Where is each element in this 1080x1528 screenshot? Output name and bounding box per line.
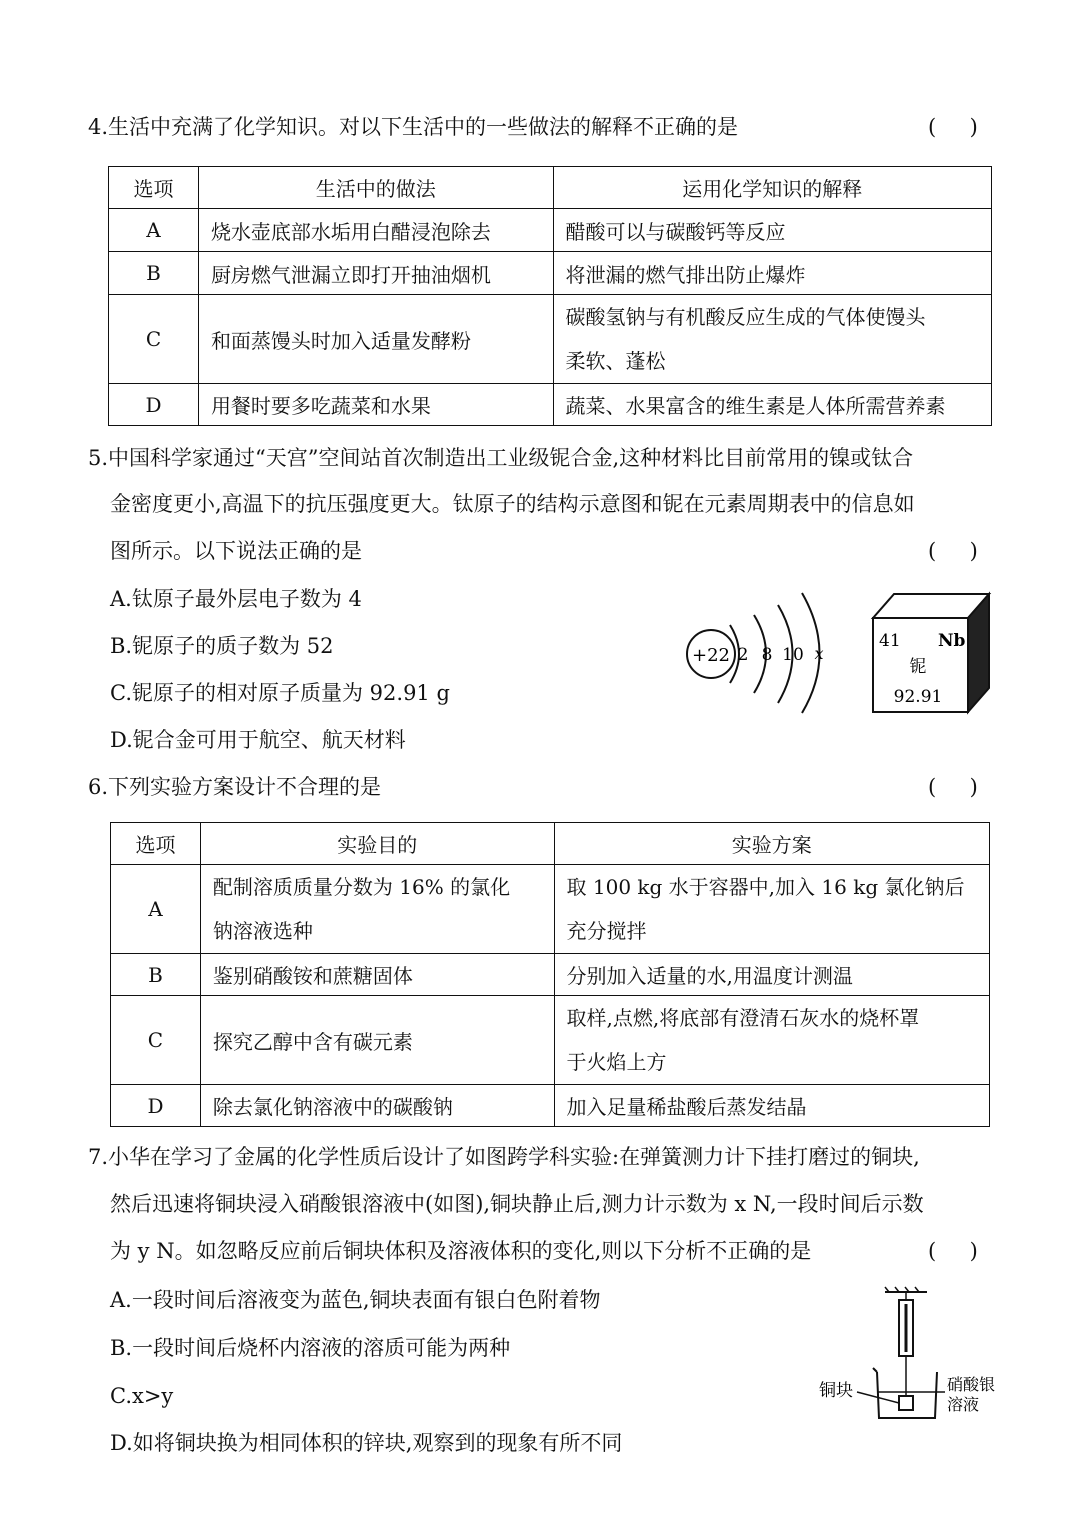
q4-header-option: 选项 (109, 167, 199, 209)
copper-block-label: 铜块 (819, 1381, 853, 1401)
q6-row-c-option: C (111, 996, 201, 1085)
q5-option-c: C.铌原子的相对原子质量为 92.91 g (110, 681, 450, 705)
q6-answer-parens: ( ) (928, 775, 978, 799)
q4-row-c-explanation (553, 295, 992, 384)
q6-row-c-plan (554, 996, 989, 1085)
q6-row-c-purpose: 探究乙醇中含有碳元素 (200, 996, 554, 1085)
solution-label-line1: 硝酸银 (947, 1375, 996, 1394)
q4-table (108, 166, 992, 426)
q4-row-a-practice: 烧水壶底部水垢用白醋浸泡除去 (198, 209, 553, 252)
q4-header-practice: 生活中的做法 (198, 167, 553, 209)
spring-scale-beaker-diagram (815, 1284, 1005, 1424)
q6-row-a-plan (554, 865, 989, 954)
q4-row-b-practice: 厨房燃气泄漏立即打开抽油烟机 (198, 252, 553, 295)
q5-answer-parens: ( ) (928, 539, 978, 563)
q5-option-a: A.钛原子最外层电子数为 4 (110, 587, 362, 611)
shell-2-electrons: 8 (761, 645, 773, 665)
q7-answer-parens: ( ) (928, 1239, 978, 1263)
q6-stem: 6.下列实验方案设计不合理的是 (88, 775, 382, 799)
q4-row-c-explanation-line1: 碳酸氢钠与有机酸反应生成的气体使馒头 (565, 305, 926, 329)
q6-header-option: 选项 (111, 823, 201, 865)
nucleus-charge: +22 (692, 645, 730, 666)
q4-stem: 4.生活中充满了化学知识。对以下生活中的一些做法的解释不正确的是 (88, 115, 739, 139)
table-row (109, 295, 992, 384)
q7-stem-line1: 7.小华在学习了金属的化学性质后设计了如图跨学科实验:在弹簧测力计下挂打磨过的铜块, (88, 1145, 920, 1169)
q4-row-b-explanation: 将泄漏的燃气排出防止爆炸 (553, 252, 992, 295)
q6-row-a-plan-line1: 取 100 kg 水于容器中,加入 16 kg 氯化钠后 (566, 875, 965, 899)
titanium-atom-diagram (680, 585, 840, 715)
table-row (111, 954, 990, 996)
q6-header-plan: 实验方案 (554, 823, 989, 865)
q7-option-b: B.一段时间后烧杯内溶液的溶质可能为两种 (110, 1336, 511, 1360)
element-name: 铌 (909, 657, 927, 677)
q5-stem-line2: 金密度更小,高温下的抗压强度更大。钛原子的结构示意图和铌在元素周期表中的信息如 (110, 492, 915, 516)
q6-row-d-option: D (111, 1085, 201, 1127)
q6-row-d-plan: 加入足量稀盐酸后蒸发结晶 (554, 1085, 989, 1127)
q4-row-d-option: D (109, 384, 199, 426)
q4-row-c-explanation-line2: 柔软、蓬松 (565, 349, 666, 373)
q7-stem-line2: 然后迅速将铜块浸入硝酸银溶液中(如图),铜块静止后,测力计示数为 x N,一段时间后示数 (110, 1192, 924, 1216)
q7-option-c: C.x>y (110, 1384, 174, 1408)
q6-header-purpose: 实验目的 (200, 823, 554, 865)
q5-option-b: B.铌原子的质子数为 52 (110, 634, 334, 658)
table-row (109, 384, 992, 426)
q6-row-d-purpose: 除去氯化钠溶液中的碳酸钠 (200, 1085, 554, 1127)
table-row (111, 865, 990, 954)
copper-block (899, 1396, 913, 1410)
q6-row-a-purpose-line2: 钠溶液选种 (212, 919, 313, 943)
q4-answer-parens: ( ) (928, 115, 978, 139)
q5-stem-line3: 图所示。以下说法正确的是 (110, 539, 362, 563)
q6-row-a-purpose (200, 865, 554, 954)
q4-row-a-explanation: 醋酸可以与碳酸钙等反应 (553, 209, 992, 252)
atomic-mass: 92.91 (893, 687, 943, 707)
q6-row-c-plan-line1: 取样,点燃,将底部有澄清石灰水的烧杯罩 (566, 1006, 920, 1030)
q6-row-b-plan: 分别加入适量的水,用温度计测温 (554, 954, 989, 996)
q6-row-a-option: A (111, 865, 201, 954)
table-row (111, 1085, 990, 1127)
q4-row-b-option: B (109, 252, 199, 295)
q6-row-b-option: B (111, 954, 201, 996)
q7-option-d: D.如将铜块换为相同体积的锌块,观察到的现象有所不同 (110, 1431, 623, 1455)
table-row (109, 252, 992, 295)
q5-stem-line1: 5.中国科学家通过“天宫”空间站首次制造出工业级铌合金,这种材料比目前常用的镍或钛合 (88, 446, 914, 470)
solution-label-line2: 溶液 (947, 1395, 980, 1414)
q4-header-explanation: 运用化学知识的解释 (553, 167, 992, 209)
table-row (111, 996, 990, 1085)
atomic-number: 41 (879, 631, 901, 651)
q4-row-d-practice: 用餐时要多吃蔬菜和水果 (198, 384, 553, 426)
q6-table-header (111, 823, 990, 865)
q5-option-d: D.铌合金可用于航空、航天材料 (110, 728, 406, 752)
q4-row-c-option: C (109, 295, 199, 384)
q7-stem-line3: 为 y N。如忽略反应前后铜块体积及溶液体积的变化,则以下分析不正确的是 (110, 1239, 812, 1263)
q6-row-c-plan-line2: 于火焰上方 (566, 1050, 667, 1074)
shell-4-electrons: x (814, 644, 824, 663)
q6-table (110, 822, 990, 1127)
q6-row-a-purpose-line1: 配制溶质质量分数为 16% 的氯化 (212, 875, 511, 899)
q4-table-header (109, 167, 992, 209)
table-row (109, 209, 992, 252)
shell-1-electrons: 2 (737, 645, 749, 665)
q4-row-a-option: A (109, 209, 199, 252)
q6-row-b-purpose: 鉴别硝酸铵和蔗糖固体 (200, 954, 554, 996)
shell-3-electrons: 10 (782, 645, 804, 665)
q6-row-a-plan-line2: 充分搅拌 (566, 919, 647, 943)
q4-row-c-practice: 和面蒸馒头时加入适量发酵粉 (198, 295, 553, 384)
element-symbol: Nb (938, 631, 966, 651)
q7-option-a: A.一段时间后溶液变为蓝色,铜块表面有银白色附着物 (110, 1288, 601, 1312)
q4-row-d-explanation: 蔬菜、水果富含的维生素是人体所需营养素 (553, 384, 992, 426)
niobium-element-box (868, 590, 993, 715)
